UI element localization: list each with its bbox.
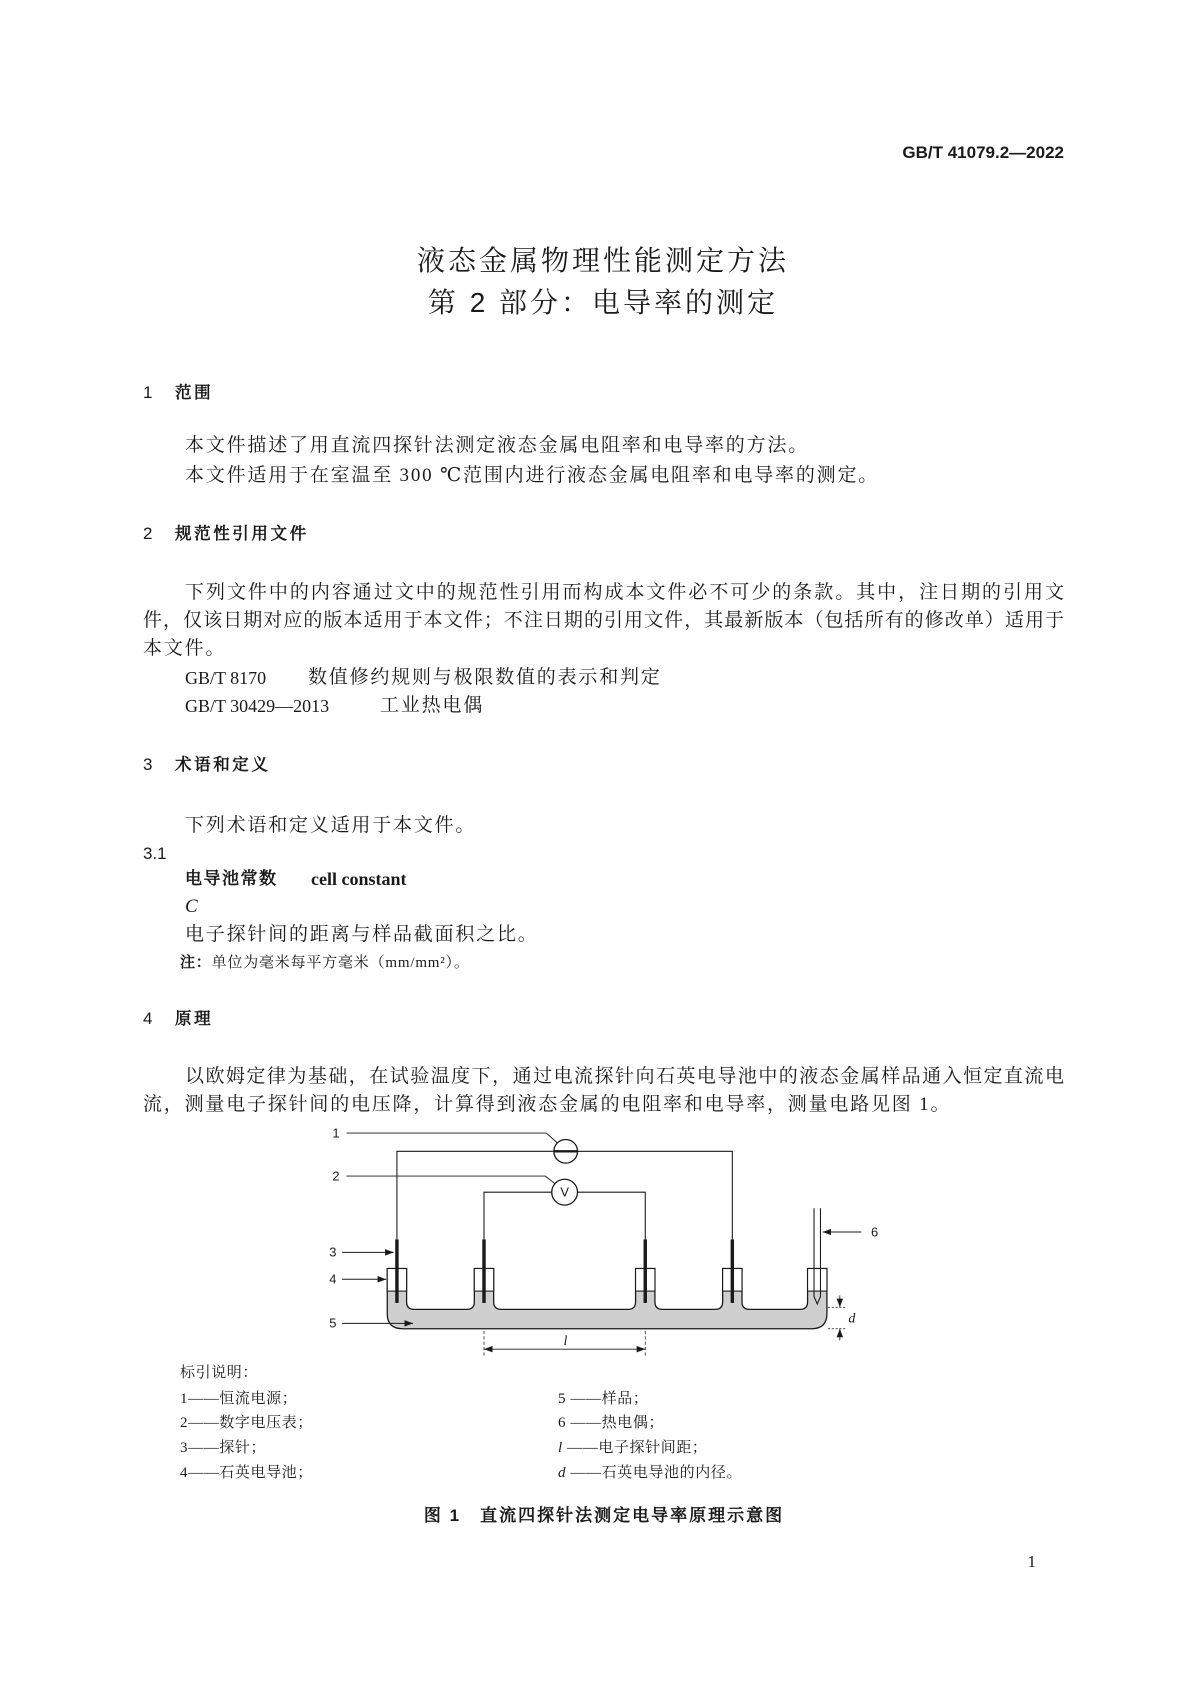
note-label: 注：	[180, 954, 212, 971]
legend-key: 5	[558, 1391, 567, 1407]
section-4-paragraph-line-2: 流，测量电子探针间的电压降，计算得到液态金属的电阻率和电导率，测量电路见图 1。	[143, 1094, 952, 1115]
section-1-paragraph-1: 本文件描述了用直流四探针法测定液态金属电阻率和电导率的方法。	[185, 435, 810, 456]
legend-text: ——恒流电源；	[188, 1391, 298, 1407]
cell-branch-cap-5	[807, 1269, 826, 1292]
legend-item-1	[180, 1388, 520, 1410]
figure-1-circuit-diagram	[312, 1118, 893, 1360]
section-2-heading: 规范性引用文件	[175, 525, 309, 543]
reference-2-code: GB/T 30429—2013	[185, 696, 330, 716]
legend-text: ——电子探针间距；	[562, 1440, 708, 1456]
legend-text: ——探针；	[188, 1440, 267, 1456]
section-4-number: 4	[143, 1009, 153, 1028]
note-text: 单位为毫米每平方毫米（mm/mm²）。	[211, 955, 470, 971]
legend-text: ——石英电导池的内径。	[566, 1465, 743, 1481]
section-2-paragraph-line-2: 件，仅该日期对应的版本适用于本文件；不注日期的引用文件，其最新版本（包括所有的修改单）适用于	[143, 610, 1064, 631]
legend-item-5	[558, 1388, 958, 1410]
callout-2-leader	[346, 1176, 555, 1184]
voltmeter-symbol: V	[560, 1184, 569, 1200]
section-4-paragraph-line-1: 以欧姆定律为基础，在试验温度下，通过电流探针向石英电导池中的液态金属样品通入恒定直流电	[185, 1066, 1064, 1087]
legend-key: 3	[180, 1440, 189, 1456]
legend-text: ——热电偶；	[566, 1415, 665, 1431]
section-2-number: 2	[143, 524, 153, 543]
legend-title: 标引说明：	[180, 1365, 259, 1381]
callout-3-label: 3	[328, 1244, 337, 1260]
callout-4-label: 4	[328, 1271, 337, 1287]
legend-text: ——样品；	[566, 1391, 649, 1407]
section-1-heading: 范围	[175, 384, 214, 402]
callout-6-label: 6	[870, 1224, 878, 1240]
legend-item-l	[558, 1437, 958, 1459]
legend-key: l	[558, 1440, 563, 1456]
legend-item-d	[558, 1462, 958, 1484]
reference-1-code: GB/T 8170	[185, 668, 267, 688]
callout-2-label: 2	[332, 1168, 340, 1184]
legend-item-2	[180, 1412, 520, 1434]
quartz-cell-with-sample	[387, 1269, 827, 1329]
section-3-intro: 下列术语和定义适用于本文件。	[185, 815, 477, 836]
section-2-paragraph-line-3: 本文件。	[143, 638, 227, 659]
legend-text: ——数字电压表；	[188, 1415, 313, 1431]
reference-2-title: 工业热电偶	[380, 695, 485, 716]
legend-key: d	[558, 1465, 567, 1481]
dimension-d-label: d	[848, 1311, 856, 1327]
callout-5-label: 5	[328, 1315, 337, 1331]
section-3-number: 3	[143, 755, 153, 774]
page-number: 1	[1027, 1552, 1036, 1571]
term-note	[180, 949, 780, 977]
legend-key: 1	[180, 1391, 189, 1407]
legend-key: 4	[180, 1465, 189, 1481]
callout-1-label: 1	[332, 1125, 340, 1141]
term-name-zh: 电导池常数	[185, 869, 278, 888]
figure-caption: 图 1 直流四探针法测定电导率原理示意图	[423, 1506, 785, 1525]
reference-1-title: 数值修约规则与极限数值的表示和判定	[308, 667, 662, 688]
section-2-paragraph-line-1: 下列文件中的内容通过文中的规范性引用而构成本文件必不可少的条款。其中，注日期的引用文	[185, 582, 1064, 603]
document-title-line-1: 液态金属物理性能测定方法	[416, 245, 789, 276]
legend-item-6	[558, 1412, 958, 1434]
section-4-heading: 原理	[175, 1010, 214, 1028]
legend-item-4	[180, 1462, 520, 1484]
legend-key: 6	[558, 1415, 567, 1431]
section-1-number: 1	[143, 383, 153, 402]
term-name-en: cell constant	[311, 869, 407, 889]
legend-key: 2	[180, 1415, 189, 1431]
section-3-heading: 术语和定义	[175, 756, 271, 774]
term-number: 3.1	[143, 844, 167, 863]
term-definition: 电子探针间的距离与样品截面积之比。	[185, 924, 539, 945]
callout-1-leader	[346, 1133, 557, 1143]
legend-item-3	[180, 1437, 520, 1459]
legend-text: ——石英电导池；	[188, 1465, 313, 1481]
term-symbol: C	[185, 896, 198, 917]
document-title-line-2: 第 2 部分：电导率的测定	[427, 287, 779, 318]
standard-code-header: GB/T 41079.2—2022	[902, 143, 1064, 162]
dimension-l-label: l	[563, 1333, 568, 1349]
section-1-paragraph-2: 本文件适用于在室温至 300 ℃范围内进行液态金属电阻率和电导率的测定。	[185, 465, 880, 486]
